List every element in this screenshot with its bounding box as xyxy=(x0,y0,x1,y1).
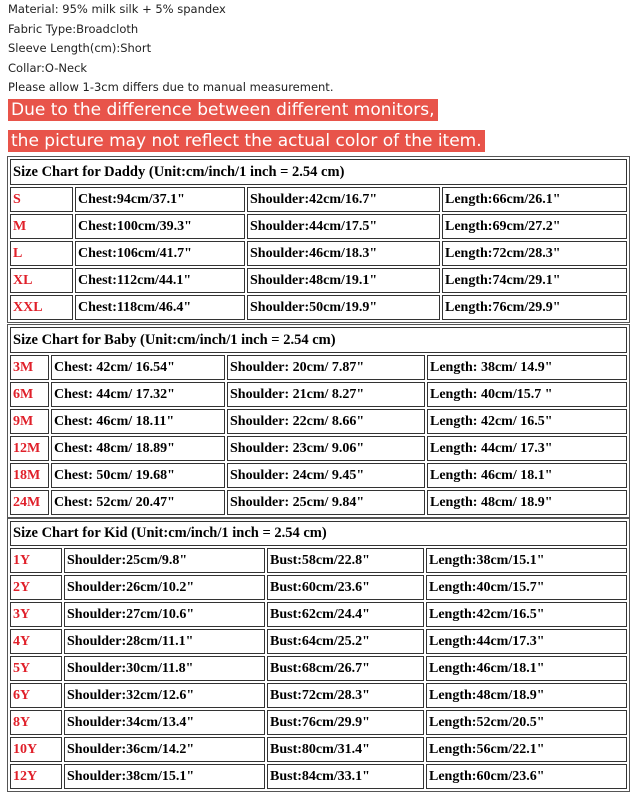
bust-cell: Bust:80cm/31.4" xyxy=(267,737,424,762)
bust-cell: Bust:72cm/28.3" xyxy=(267,683,424,708)
size-label: 1Y xyxy=(10,548,62,573)
size-label: 18M xyxy=(10,463,49,488)
size-label: XXL xyxy=(10,295,73,320)
length-cell: Length: 40cm/15.7 " xyxy=(427,382,627,407)
length-cell: Length: 38cm/ 14.9" xyxy=(427,355,627,380)
shoulder-cell: Shoulder: 25cm/ 9.84" xyxy=(227,490,425,515)
bust-cell: Bust:60cm/23.6" xyxy=(267,575,424,600)
shoulder-cell: Shoulder:25cm/9.8" xyxy=(64,548,265,573)
length-cell: Length:40cm/15.7" xyxy=(426,575,627,600)
chest-cell: Chest:118cm/46.4" xyxy=(75,295,245,320)
bust-cell: Bust:58cm/22.8" xyxy=(267,548,424,573)
size-label: 6Y xyxy=(10,683,62,708)
length-cell: Length: 42cm/ 16.5" xyxy=(427,409,627,434)
kid-size-chart xyxy=(7,518,630,792)
length-cell: Length:46cm/18.1" xyxy=(426,656,627,681)
size-label: 3Y xyxy=(10,602,62,627)
size-label: 5Y xyxy=(10,656,62,681)
shoulder-cell: Shoulder: 22cm/ 8.66" xyxy=(227,409,425,434)
size-label: 3M xyxy=(10,355,49,380)
length-cell: Length:56cm/22.1" xyxy=(426,737,627,762)
bust-cell: Bust:68cm/26.7" xyxy=(267,656,424,681)
info-measurement: Please allow 1-3cm differs due to manual measurement. xyxy=(8,80,334,94)
shoulder-cell: Shoulder:30cm/11.8" xyxy=(64,656,265,681)
chest-cell: Chest:94cm/37.1" xyxy=(75,187,245,212)
length-cell: Length:69cm/27.2" xyxy=(442,214,627,239)
shoulder-cell: Shoulder:48cm/19.1" xyxy=(247,268,440,293)
shoulder-cell: Shoulder: 23cm/ 9.06" xyxy=(227,436,425,461)
size-label: 12M xyxy=(10,436,49,461)
chest-cell: Chest: 44cm/ 17.32" xyxy=(51,382,225,407)
size-label: 4Y xyxy=(10,629,62,654)
daddy-chart-title: Size Chart for Daddy (Unit:cm/inch/1 inch = 2.54 cm) xyxy=(10,159,627,185)
chest-cell: Chest: 50cm/ 19.68" xyxy=(51,463,225,488)
baby-size-chart xyxy=(7,324,630,518)
color-warning-line-1: Due to the difference between different monitors, xyxy=(8,99,438,121)
baby-chart-title: Size Chart for Baby (Unit:cm/inch/1 inch = 2.54 cm) xyxy=(10,327,627,353)
length-cell: Length: 48cm/ 18.9" xyxy=(427,490,627,515)
length-cell: Length:60cm/23.6" xyxy=(426,764,627,789)
chest-cell: Chest:106cm/41.7" xyxy=(75,241,245,266)
shoulder-cell: Shoulder:46cm/18.3" xyxy=(247,241,440,266)
shoulder-cell: Shoulder: 24cm/ 9.45" xyxy=(227,463,425,488)
shoulder-cell: Shoulder: 20cm/ 7.87" xyxy=(227,355,425,380)
shoulder-cell: Shoulder:34cm/13.4" xyxy=(64,710,265,735)
chest-cell: Chest: 48cm/ 18.89" xyxy=(51,436,225,461)
size-label: 2Y xyxy=(10,575,62,600)
length-cell: Length:38cm/15.1" xyxy=(426,548,627,573)
size-label: 10Y xyxy=(10,737,62,762)
length-cell: Length:42cm/16.5" xyxy=(426,602,627,627)
shoulder-cell: Shoulder:38cm/15.1" xyxy=(64,764,265,789)
shoulder-cell: Shoulder:28cm/11.1" xyxy=(64,629,265,654)
color-warning-line-2: the picture may not reflect the actual color of the item. xyxy=(8,130,485,152)
size-label: S xyxy=(10,187,73,212)
size-label: 9M xyxy=(10,409,49,434)
length-cell: Length:76cm/29.9" xyxy=(442,295,627,320)
info-fabric: Fabric Type:Broadcloth xyxy=(8,22,139,36)
shoulder-cell: Shoulder: 21cm/ 8.27" xyxy=(227,382,425,407)
chest-cell: Chest: 42cm/ 16.54" xyxy=(51,355,225,380)
size-label: 12Y xyxy=(10,764,62,789)
length-cell: Length: 44cm/ 17.3" xyxy=(427,436,627,461)
length-cell: Length: 46cm/ 18.1" xyxy=(427,463,627,488)
shoulder-cell: Shoulder:32cm/12.6" xyxy=(64,683,265,708)
size-label: L xyxy=(10,241,73,266)
shoulder-cell: Shoulder:27cm/10.6" xyxy=(64,602,265,627)
shoulder-cell: Shoulder:44cm/17.5" xyxy=(247,214,440,239)
bust-cell: Bust:84cm/33.1" xyxy=(267,764,424,789)
bust-cell: Bust:76cm/29.9" xyxy=(267,710,424,735)
size-label: M xyxy=(10,214,73,239)
bust-cell: Bust:62cm/24.4" xyxy=(267,602,424,627)
shoulder-cell: Shoulder:26cm/10.2" xyxy=(64,575,265,600)
shoulder-cell: Shoulder:36cm/14.2" xyxy=(64,737,265,762)
chest-cell: Chest:112cm/44.1" xyxy=(75,268,245,293)
chest-cell: Chest: 46cm/ 18.11" xyxy=(51,409,225,434)
length-cell: Length:48cm/18.9" xyxy=(426,683,627,708)
length-cell: Length:52cm/20.5" xyxy=(426,710,627,735)
shoulder-cell: Shoulder:42cm/16.7" xyxy=(247,187,440,212)
chest-cell: Chest: 52cm/ 20.47" xyxy=(51,490,225,515)
size-label: 8Y xyxy=(10,710,62,735)
length-cell: Length:72cm/28.3" xyxy=(442,241,627,266)
chest-cell: Chest:100cm/39.3" xyxy=(75,214,245,239)
size-label: 6M xyxy=(10,382,49,407)
size-label: 24M xyxy=(10,490,49,515)
daddy-size-chart xyxy=(7,156,630,323)
length-cell: Length:66cm/26.1" xyxy=(442,187,627,212)
length-cell: Length:74cm/29.1" xyxy=(442,268,627,293)
info-collar: Collar:O-Neck xyxy=(8,61,88,75)
size-label: XL xyxy=(10,268,73,293)
shoulder-cell: Shoulder:50cm/19.9" xyxy=(247,295,440,320)
info-sleeve: Sleeve Length(cm):Short xyxy=(8,41,152,55)
bust-cell: Bust:64cm/25.2" xyxy=(267,629,424,654)
info-material: Material: 95% milk silk + 5% spandex xyxy=(8,2,226,16)
kid-chart-title: Size Chart for Kid (Unit:cm/inch/1 inch = 2.54 cm) xyxy=(10,521,627,546)
length-cell: Length:44cm/17.3" xyxy=(426,629,627,654)
